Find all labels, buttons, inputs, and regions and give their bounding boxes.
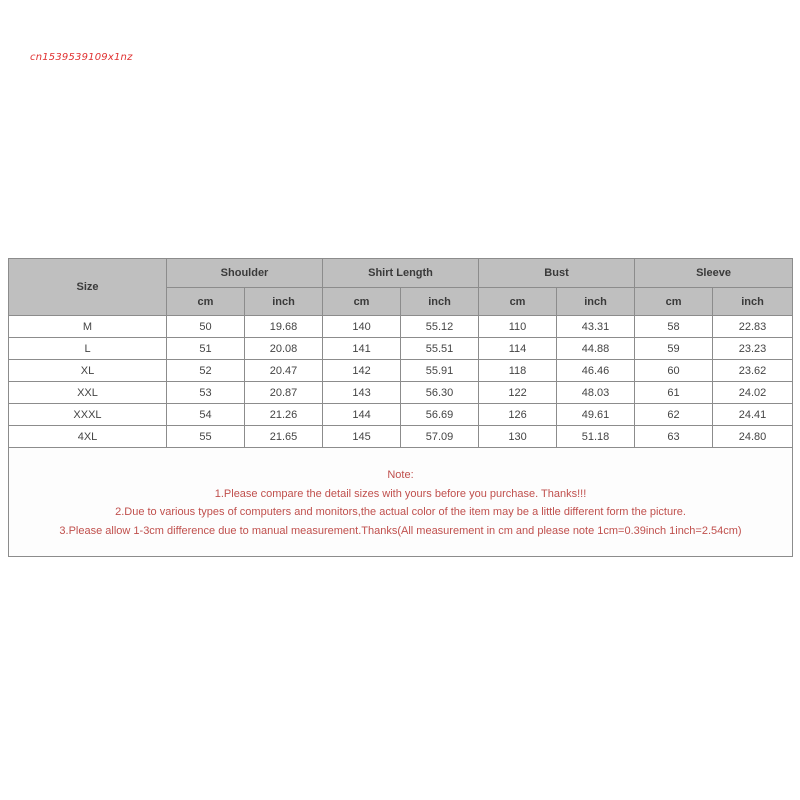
value-cell: 48.03 bbox=[557, 382, 635, 404]
note-line-2: 2.Due to various types of computers and monitors,the actual color of the item may be a little different form the picture. bbox=[115, 506, 686, 518]
group-header-shirt-length: Shirt Length bbox=[323, 259, 479, 288]
value-cell: 21.65 bbox=[245, 426, 323, 448]
value-cell: 126 bbox=[479, 404, 557, 426]
value-cell: 21.26 bbox=[245, 404, 323, 426]
value-cell: 24.80 bbox=[713, 426, 793, 448]
value-cell: 118 bbox=[479, 360, 557, 382]
watermark-text: cn1539539109x1nz bbox=[30, 52, 133, 63]
unit-header: inch bbox=[713, 288, 793, 316]
value-cell: 20.08 bbox=[245, 338, 323, 360]
table-row bbox=[9, 382, 793, 404]
group-header-sleeve: Sleeve bbox=[635, 259, 793, 288]
value-cell: 56.69 bbox=[401, 404, 479, 426]
size-header: Size bbox=[9, 259, 167, 316]
value-cell: 114 bbox=[479, 338, 557, 360]
value-cell: 22.83 bbox=[713, 316, 793, 338]
value-cell: 57.09 bbox=[401, 426, 479, 448]
size-cell: M bbox=[9, 316, 167, 338]
value-cell: 51.18 bbox=[557, 426, 635, 448]
size-cell: XXXL bbox=[9, 404, 167, 426]
value-cell: 49.61 bbox=[557, 404, 635, 426]
value-cell: 110 bbox=[479, 316, 557, 338]
unit-header: cm bbox=[323, 288, 401, 316]
value-cell: 19.68 bbox=[245, 316, 323, 338]
size-cell: L bbox=[9, 338, 167, 360]
value-cell: 140 bbox=[323, 316, 401, 338]
unit-header: cm bbox=[635, 288, 713, 316]
value-cell: 58 bbox=[635, 316, 713, 338]
value-cell: 122 bbox=[479, 382, 557, 404]
value-cell: 143 bbox=[323, 382, 401, 404]
unit-header: inch bbox=[245, 288, 323, 316]
value-cell: 43.31 bbox=[557, 316, 635, 338]
value-cell: 56.30 bbox=[401, 382, 479, 404]
value-cell: 62 bbox=[635, 404, 713, 426]
size-cell: XL bbox=[9, 360, 167, 382]
value-cell: 55 bbox=[167, 426, 245, 448]
value-cell: 23.23 bbox=[713, 338, 793, 360]
group-header-shoulder: Shoulder bbox=[167, 259, 323, 288]
value-cell: 59 bbox=[635, 338, 713, 360]
note-box bbox=[9, 448, 793, 557]
value-cell: 54 bbox=[167, 404, 245, 426]
value-cell: 130 bbox=[479, 426, 557, 448]
value-cell: 60 bbox=[635, 360, 713, 382]
table-row bbox=[9, 360, 793, 382]
note-row bbox=[9, 448, 793, 557]
value-cell: 52 bbox=[167, 360, 245, 382]
unit-header: inch bbox=[557, 288, 635, 316]
value-cell: 144 bbox=[323, 404, 401, 426]
value-cell: 53 bbox=[167, 382, 245, 404]
size-cell: XXL bbox=[9, 382, 167, 404]
value-cell: 61 bbox=[635, 382, 713, 404]
value-cell: 20.87 bbox=[245, 382, 323, 404]
value-cell: 55.12 bbox=[401, 316, 479, 338]
size-chart-table bbox=[8, 258, 793, 557]
value-cell: 20.47 bbox=[245, 360, 323, 382]
group-header-bust: Bust bbox=[479, 259, 635, 288]
value-cell: 142 bbox=[323, 360, 401, 382]
table-row bbox=[9, 426, 793, 448]
unit-header: cm bbox=[479, 288, 557, 316]
size-cell: 4XL bbox=[9, 426, 167, 448]
value-cell: 145 bbox=[323, 426, 401, 448]
note-title: Note: bbox=[387, 469, 414, 481]
value-cell: 24.41 bbox=[713, 404, 793, 426]
table-row bbox=[9, 316, 793, 338]
value-cell: 55.51 bbox=[401, 338, 479, 360]
value-cell: 46.46 bbox=[557, 360, 635, 382]
header-group-row bbox=[9, 259, 793, 288]
value-cell: 63 bbox=[635, 426, 713, 448]
table-row bbox=[9, 338, 793, 360]
value-cell: 50 bbox=[167, 316, 245, 338]
value-cell: 141 bbox=[323, 338, 401, 360]
note-line-1: 1.Please compare the detail sizes with yours before you purchase. Thanks!!! bbox=[214, 487, 587, 500]
value-cell: 24.02 bbox=[713, 382, 793, 404]
note-line-3: 3.Please allow 1-3cm difference due to manual measurement.Thanks(All measurement in cm and please note 1cm=0.39inch 1inch=2.54cm) bbox=[59, 524, 742, 537]
unit-header: inch bbox=[401, 288, 479, 316]
value-cell: 55.91 bbox=[401, 360, 479, 382]
value-cell: 23.62 bbox=[713, 360, 793, 382]
unit-header: cm bbox=[167, 288, 245, 316]
table-row bbox=[9, 404, 793, 426]
value-cell: 44.88 bbox=[557, 338, 635, 360]
value-cell: 51 bbox=[167, 338, 245, 360]
